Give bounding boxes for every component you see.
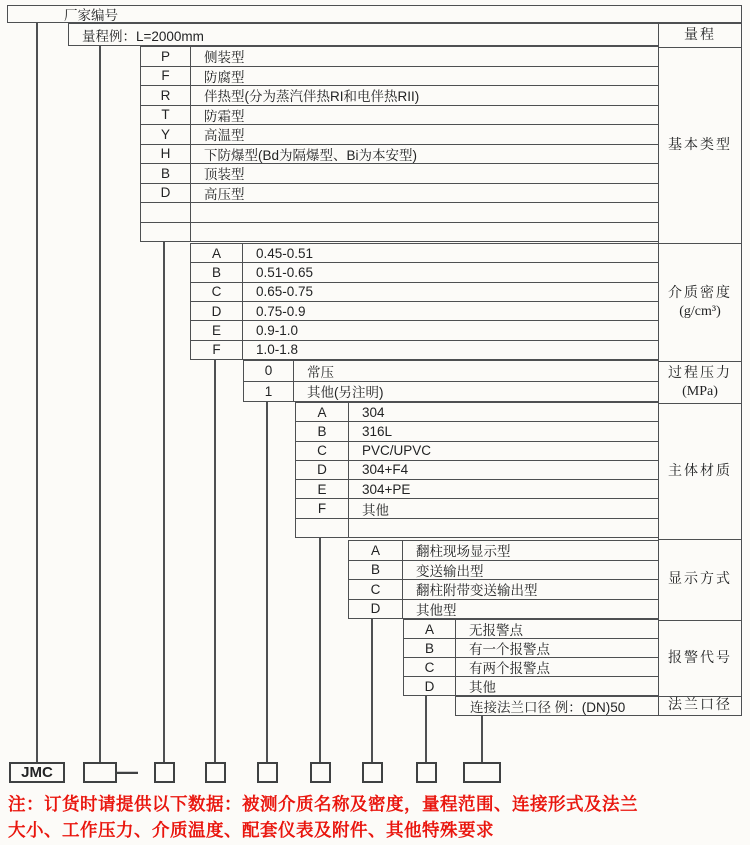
display-code-cell: A — [349, 541, 403, 560]
density-code-cell: E — [191, 321, 243, 339]
side-label-column — [658, 23, 742, 716]
density-code-cell: B — [191, 263, 243, 281]
ordering-note-line2: 大小、工作压力、介质温度、配套仪表及附件、其他特殊要求 — [8, 820, 494, 840]
pressure-section — [243, 360, 659, 402]
pressure-desc-cell: 其他(另注明) — [307, 385, 384, 401]
basic-desc-cell: 防腐型 — [204, 69, 245, 85]
display-code-cell: B — [349, 561, 403, 580]
basic-code-cell: B — [141, 164, 191, 183]
side-label-pressure: 过程压力 (MPa) — [659, 361, 741, 403]
display-row-C — [349, 579, 658, 599]
material-row-B — [296, 421, 658, 440]
basic-desc-cell: 下防爆型(Bd为隔爆型、Bi为本安型) — [204, 147, 418, 163]
material-row-A — [296, 403, 658, 421]
material-desc-cell: 304+PE — [362, 481, 411, 497]
ordering-note-line1: 注：订货时请提供以下数据：被测介质名称及密度，量程范围、连接形式及法兰 — [8, 794, 638, 814]
alarm-desc-cell: 有两个报警点 — [469, 661, 550, 676]
model-code-box-7 — [416, 762, 437, 783]
basic-code-cell: T — [141, 106, 191, 125]
side-label-alarm: 报警代号 — [659, 620, 741, 696]
alarm-code-cell: B — [404, 639, 456, 657]
basic-code-cell: Y — [141, 125, 191, 144]
connector-line-3 — [163, 241, 165, 762]
model-code-box-2 — [154, 762, 175, 783]
density-desc-cell: 0.65-0.75 — [256, 284, 314, 300]
alarm-desc-cell: 有一个报警点 — [469, 642, 550, 657]
basic-code-cell: H — [141, 145, 191, 164]
material-row-E — [296, 479, 658, 498]
material-row-D — [296, 460, 658, 479]
flange-row-box — [455, 696, 659, 716]
display-row-D — [349, 599, 658, 619]
model-code-box-8 — [463, 762, 501, 783]
display-desc-cell: 翻柱现场显示型 — [416, 544, 511, 560]
model-code-box-5 — [310, 762, 331, 783]
connector-line-1 — [36, 22, 38, 762]
basic-desc-cell — [191, 223, 658, 242]
side-label-material: 主体材质 — [659, 403, 741, 539]
pressure-desc-cell: 常压 — [307, 364, 334, 380]
side-label-basic: 基本类型 — [659, 47, 741, 243]
side-label-display: 显示方式 — [659, 539, 741, 620]
connector-line-2 — [99, 45, 101, 762]
basic-row-Y — [141, 124, 658, 144]
basic-row-empty — [141, 222, 658, 242]
alarm-row-B — [404, 638, 658, 657]
material-desc-cell: 其他 — [362, 502, 389, 518]
material-code-cell: C — [296, 442, 349, 460]
connector-line-9 — [481, 715, 483, 762]
display-row-B — [349, 560, 658, 580]
dash-separator: — — [116, 759, 138, 784]
basic-section — [140, 46, 659, 242]
connector-line-5 — [266, 401, 268, 762]
alarm-desc-cell: 无报警点 — [469, 623, 523, 638]
alarm-section — [403, 619, 659, 696]
basic-code-cell: F — [141, 67, 191, 86]
connector-line-7 — [371, 618, 373, 762]
alarm-code-cell: C — [404, 658, 456, 676]
material-code-cell: E — [296, 480, 349, 498]
density-desc-cell: 0.9-1.0 — [256, 322, 299, 338]
display-code-cell: C — [349, 580, 403, 599]
density-code-cell: F — [191, 341, 243, 359]
material-desc-cell: 304 — [362, 404, 385, 420]
material-desc-cell: PVC/UPVC — [362, 443, 432, 459]
model-prefix-box — [9, 762, 65, 783]
material-code-cell — [296, 519, 349, 537]
material-section — [295, 402, 659, 538]
alarm-code-cell: A — [404, 620, 456, 638]
model-code-box-3 — [205, 762, 226, 783]
basic-desc-cell: 侧装型 — [204, 50, 245, 66]
basic-desc-cell: 伴热型(分为蒸汽伴热RI和电伴热RII) — [204, 89, 420, 105]
density-code-cell: C — [191, 283, 243, 301]
basic-row-B — [141, 163, 658, 183]
factory-code-box — [7, 5, 742, 23]
connector-line-8 — [425, 695, 427, 762]
display-desc-cell: 其他型 — [416, 602, 457, 618]
range-example-box — [68, 23, 659, 46]
density-desc-cell: 0.51-0.65 — [256, 264, 314, 280]
density-section — [190, 243, 659, 360]
density-desc-cell: 0.45-0.51 — [256, 245, 314, 261]
connector-line-6 — [319, 537, 321, 762]
basic-code-cell — [141, 223, 191, 242]
display-desc-cell: 变送输出型 — [416, 563, 484, 579]
material-code-cell: A — [296, 403, 349, 421]
factory-code-label: 厂家编号 — [64, 8, 118, 23]
basic-desc-cell: 防霜型 — [204, 108, 245, 124]
side-label-range: 量程 — [684, 27, 716, 43]
display-code-cell: D — [349, 600, 403, 619]
display-row-A — [349, 541, 658, 560]
basic-row-R — [141, 85, 658, 105]
material-row-F — [296, 498, 658, 517]
basic-code-cell: R — [141, 86, 191, 105]
basic-code-cell: P — [141, 47, 191, 66]
density-row-A — [191, 244, 658, 262]
density-row-E — [191, 320, 658, 339]
density-desc-cell: 1.0-1.8 — [256, 342, 299, 358]
alarm-row-C — [404, 657, 658, 676]
pressure-code-cell: 1 — [244, 382, 294, 402]
basic-row-empty — [141, 202, 658, 222]
density-row-B — [191, 262, 658, 281]
model-code-box-1 — [83, 762, 117, 783]
material-code-cell: F — [296, 499, 349, 517]
alarm-row-D — [404, 676, 658, 695]
pressure-code-cell: 0 — [244, 361, 294, 381]
ordering-note — [8, 791, 744, 843]
side-label-density: 介质密度 (g/cm³) — [659, 243, 741, 361]
alarm-desc-cell: 其他 — [469, 680, 496, 695]
density-row-D — [191, 301, 658, 320]
density-row-C — [191, 282, 658, 301]
pressure-row-0 — [244, 361, 658, 381]
material-desc-cell: 304+F4 — [362, 462, 409, 478]
basic-desc-cell — [191, 203, 658, 222]
flange-row-label: 连接法兰口径 例：(DN)50 — [470, 700, 626, 715]
material-code-cell: D — [296, 461, 349, 479]
basic-row-T — [141, 105, 658, 125]
density-code-cell: D — [191, 302, 243, 320]
connector-line-4 — [214, 359, 216, 762]
basic-row-P — [141, 47, 658, 66]
density-desc-cell: 0.75-0.9 — [256, 303, 306, 319]
density-row-F — [191, 340, 658, 359]
basic-row-F — [141, 66, 658, 86]
alarm-row-A — [404, 620, 658, 638]
alarm-code-cell: D — [404, 677, 456, 695]
range-example-label: 量程例：L=2000mm — [82, 28, 204, 44]
basic-row-H — [141, 144, 658, 164]
material-desc-cell — [349, 519, 658, 537]
basic-desc-cell: 高温型 — [204, 128, 245, 144]
basic-desc-cell: 顶装型 — [204, 167, 245, 183]
basic-desc-cell: 高压型 — [204, 186, 245, 202]
display-desc-cell: 翻柱附带变送输出型 — [416, 583, 538, 599]
material-code-cell: B — [296, 422, 349, 440]
model-prefix-label: JMC — [21, 764, 53, 781]
model-code-box-4 — [257, 762, 278, 783]
model-code-box-6 — [362, 762, 383, 783]
basic-row-D — [141, 183, 658, 203]
basic-code-cell — [141, 203, 191, 222]
density-code-cell: A — [191, 244, 243, 262]
side-label-flange: 法兰口径 — [659, 696, 741, 715]
display-section — [348, 540, 659, 619]
material-row-empty — [296, 518, 658, 537]
material-row-C — [296, 441, 658, 460]
material-desc-cell: 316L — [362, 423, 393, 439]
pressure-row-1 — [244, 381, 658, 402]
basic-code-cell: D — [141, 184, 191, 203]
